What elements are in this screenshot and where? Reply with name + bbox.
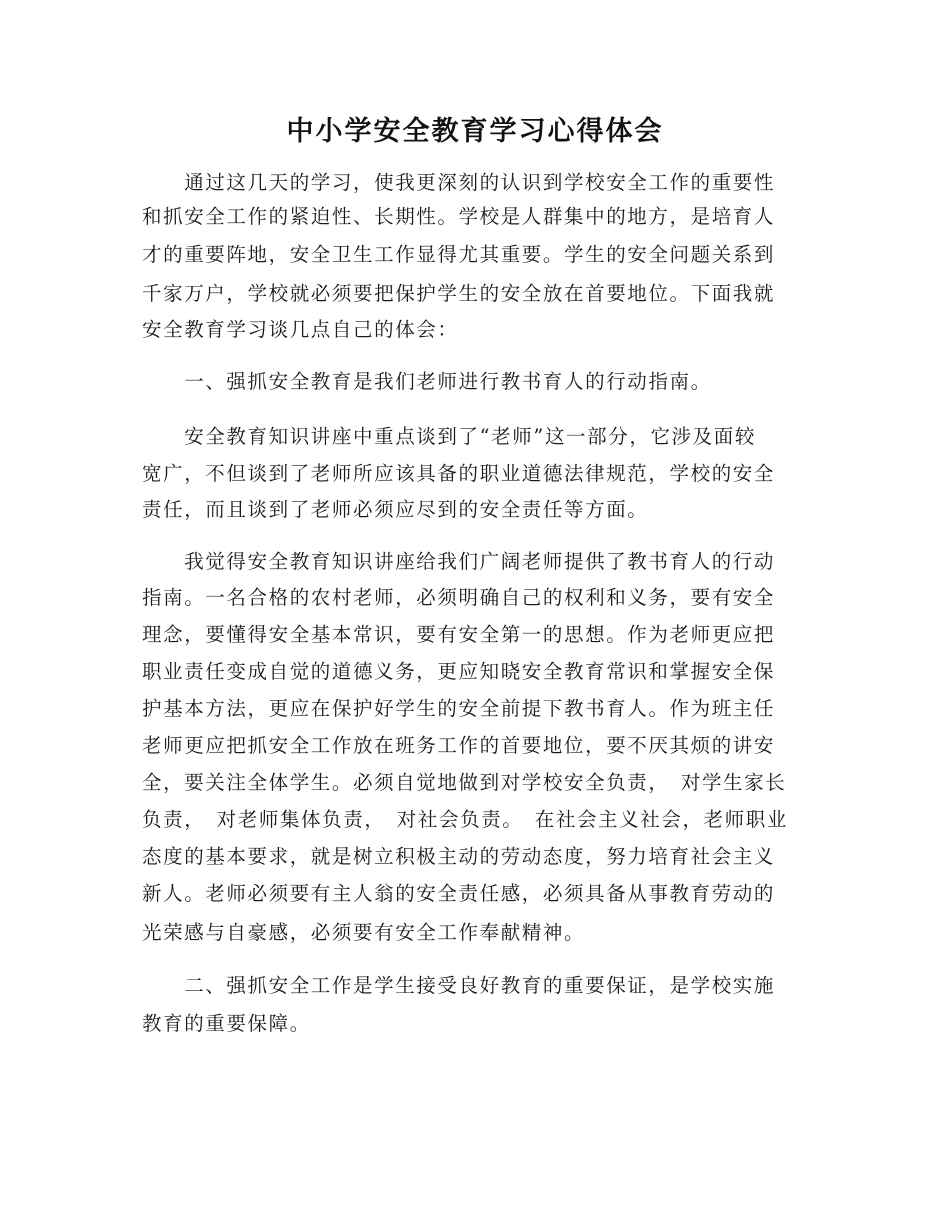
paragraph-line: 职业责任变成自觉的道德义务，更应知晓安全教育常识和掌握安全保 — [142, 660, 776, 683]
paragraph-line: 全，要关注全体学生。必须自觉地做到对学校安全负责， 对学生家长 — [142, 771, 787, 794]
paragraph-line: 和抓安全工作的紧迫性、长期性。学校是人群集中的地方，是培育人 — [142, 205, 776, 228]
paragraph-line: 我觉得安全教育知识讲座给我们广阔老师提供了教书育人的行动 — [142, 550, 776, 573]
paragraph-line: 指南。一名合格的农村老师，必须明确自己的权利和义务，要有安全 — [142, 586, 776, 609]
section-heading: 二、强抓安全工作是学生接受良好教育的重要保证，是学校实施 — [142, 974, 776, 997]
section-heading: 教育的重要保障。 — [142, 1012, 311, 1035]
paragraph-line: 责任，而且谈到了老师必须应尽到的安全责任等方面。 — [142, 498, 649, 521]
paragraph-line: 老师更应把抓安全工作放在班务工作的首要地位，要不厌其烦的讲安 — [142, 734, 776, 757]
page-title: 中小学安全教育学习心得体会 — [286, 116, 664, 147]
paragraph-line: 光荣感与自豪感，必须要有安全工作奉献精神。 — [142, 921, 586, 944]
paragraph-line: 安全教育知识讲座中重点谈到了“老师”这一部分，它涉及面较 — [142, 425, 756, 448]
paragraph-line: 护基本方法，更应在保护好学生的安全前提下教书育人。作为班主任 — [142, 697, 776, 720]
paragraph-line: 态度的基本要求，就是树立积极主动的劳动态度，努力培育社会主义 — [142, 845, 776, 868]
paragraph-line: 千家万户，学校就必须要把保护学生的安全放在首要地位。下面我就 — [142, 282, 776, 305]
paragraph-line: 宽广，不但谈到了老师所应该具备的职业道德法律规范，学校的安全 — [142, 462, 776, 485]
section-heading: 一、强抓安全教育是我们老师进行教书育人的行动指南。 — [142, 370, 712, 393]
paragraph-line: 才的重要阵地，安全卫生工作显得尤其重要。学生的安全问题关系到 — [142, 243, 776, 266]
paragraph-line: 负责， 对老师集体负责， 对社会负责。 在社会主义社会，老师职业 — [142, 808, 788, 831]
paragraph-line: 安全教育学习谈几点自己的体会： — [142, 318, 459, 341]
paragraph-line: 通过这几天的学习，使我更深刻的认识到学校安全工作的重要性 — [142, 171, 776, 194]
paragraph-line: 理念，要懂得安全基本常识，要有安全第一的思想。作为老师更应把 — [142, 623, 776, 646]
paragraph-line: 新人。老师必须要有主人翁的安全责任感，必须具备从事教育劳动的 — [142, 882, 776, 905]
